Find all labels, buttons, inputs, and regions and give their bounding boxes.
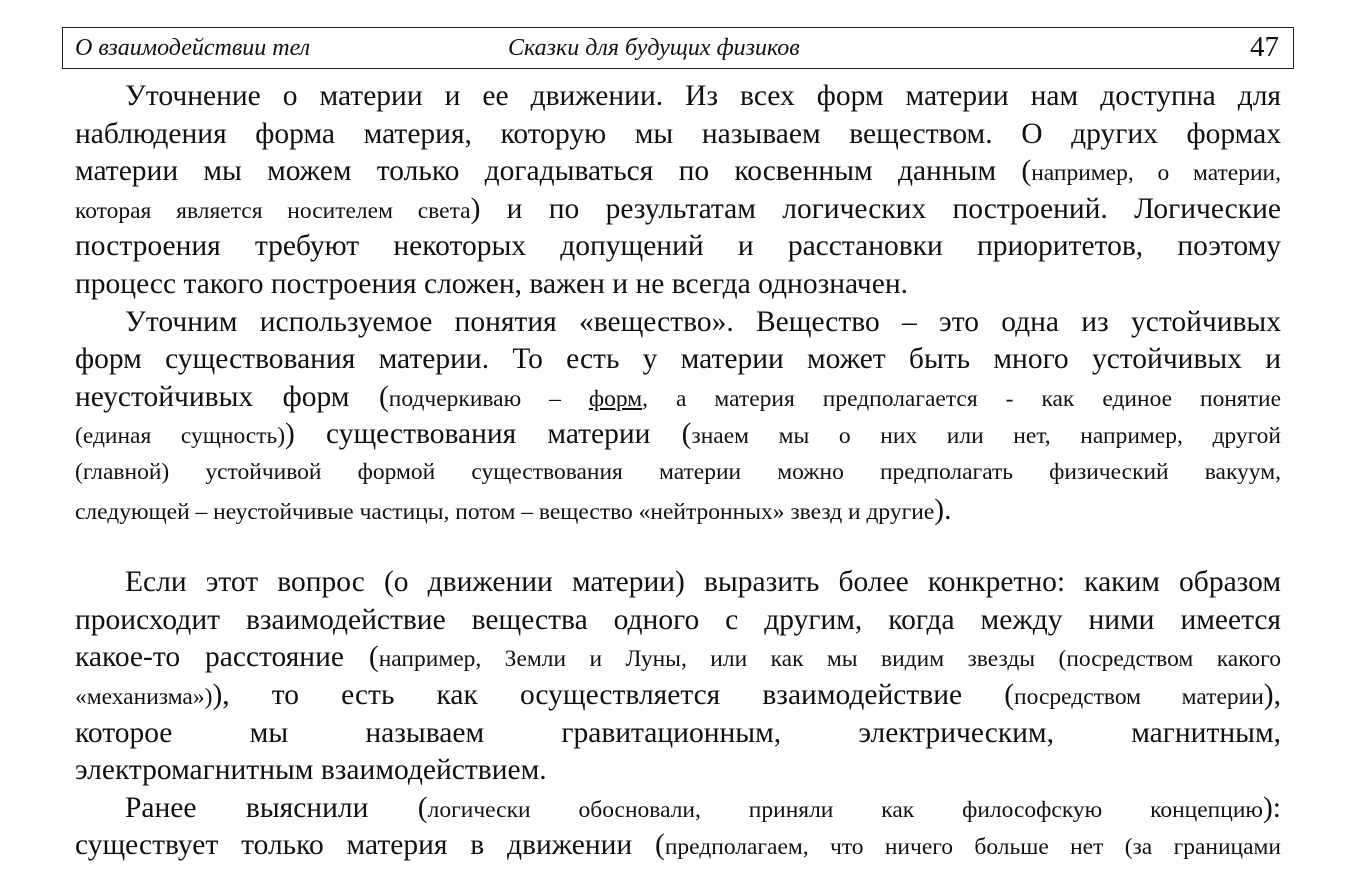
small-text-span: (единая сущность) [75, 423, 286, 450]
small-text-span: предполагаем, что ничего больше нет (за границами [664, 834, 1281, 861]
text-line [75, 492, 1281, 530]
text-span: Ранее выяснили ( [125, 791, 428, 824]
text-span: ) и по результатам логических построений. Логические [470, 192, 1281, 225]
text-line [75, 790, 1281, 828]
text-span: какое-то расстояние ( [75, 641, 379, 674]
text-line: Уточним используемое понятия «вещество». Вещество – это одна из устойчивых [125, 305, 1281, 338]
small-text-span: «механизма») [75, 683, 213, 710]
underlined-word: форм [588, 385, 643, 412]
small-text-span: следующей – неустойчивые частицы, потом – вещество «нейтронных» звезд и другие [75, 498, 935, 525]
text-line [75, 827, 1281, 865]
header-book-title: Сказки для будущих физиков [508, 35, 800, 61]
small-text-span: , а материя предполагается - как единое понятие [642, 385, 1282, 412]
text-span: ): [1262, 791, 1281, 824]
text-line: Уточнение о материи и ее движении. Из всех форм материи нам доступна для [125, 80, 1281, 112]
text-line: (главной) устойчивой формой существования материи можно предполагать физический вакуум, [75, 458, 1281, 485]
text-line [75, 191, 1281, 229]
page-body [75, 78, 1281, 865]
paragraph-conclusion [75, 790, 1281, 865]
small-text-span: подчеркиваю – [388, 385, 589, 412]
text-span: неустойчивых форм ( [75, 380, 389, 413]
small-text-span: посредством материи [1014, 683, 1264, 710]
text-span: существует только материя в движении ( [75, 829, 665, 862]
small-text-span: например, о материи, [1031, 160, 1281, 187]
header-section-title: О взаимодействии тел [75, 35, 311, 61]
text-span: ) существования материи ( [285, 418, 692, 451]
text-line: электромагнитным взаимодействием. [75, 754, 547, 787]
text-line [75, 677, 1281, 715]
small-text-span: которая является носителем света [75, 197, 471, 224]
text-line: которое мы называем гравитационным, электрическим, магнитным, [75, 716, 1281, 749]
text-span: ). [934, 493, 952, 526]
small-text-span: например, Земли и Луны, или как мы видим звезды (посредством какого [378, 646, 1281, 673]
small-text-span: логически обосновали, приняли как философскую концепцию [427, 796, 1263, 823]
text-line [75, 153, 1281, 191]
text-line: форм существования материи. То есть у материи может быть много устойчивых и [75, 343, 1281, 376]
text-line [75, 639, 1281, 677]
running-header [62, 27, 1294, 69]
paragraph-interaction [75, 564, 1281, 790]
text-line: наблюдения форма материя, которую мы называем веществом. О других формах [75, 117, 1281, 150]
text-line [75, 416, 1281, 454]
text-line: Если этот вопрос (о движении материи) выразить более конкретно: каким образом [125, 566, 1281, 599]
text-span: ), [1263, 678, 1281, 711]
paragraph-matter-forms [75, 78, 1281, 304]
text-line: процесс такого построения сложен, важен и не всегда однозначен. [75, 267, 909, 300]
small-text-span: знаем мы о них или нет, например, другой [691, 423, 1281, 450]
paragraph-substance [75, 304, 1281, 530]
text-line: происходит взаимодействие вещества одного с другим, когда между ними имеется [75, 603, 1281, 636]
page-number: 47 [1250, 31, 1279, 63]
text-span: ), то есть как осуществляется взаимодействие ( [212, 678, 1015, 711]
text-line [75, 379, 1281, 417]
text-line: построения требуют некоторых допущений и расстановки приоритетов, поэтому [75, 230, 1281, 263]
paragraph-gap [75, 529, 1281, 564]
text-span: материи мы можем только догадываться по косвенным данным ( [75, 155, 1032, 188]
